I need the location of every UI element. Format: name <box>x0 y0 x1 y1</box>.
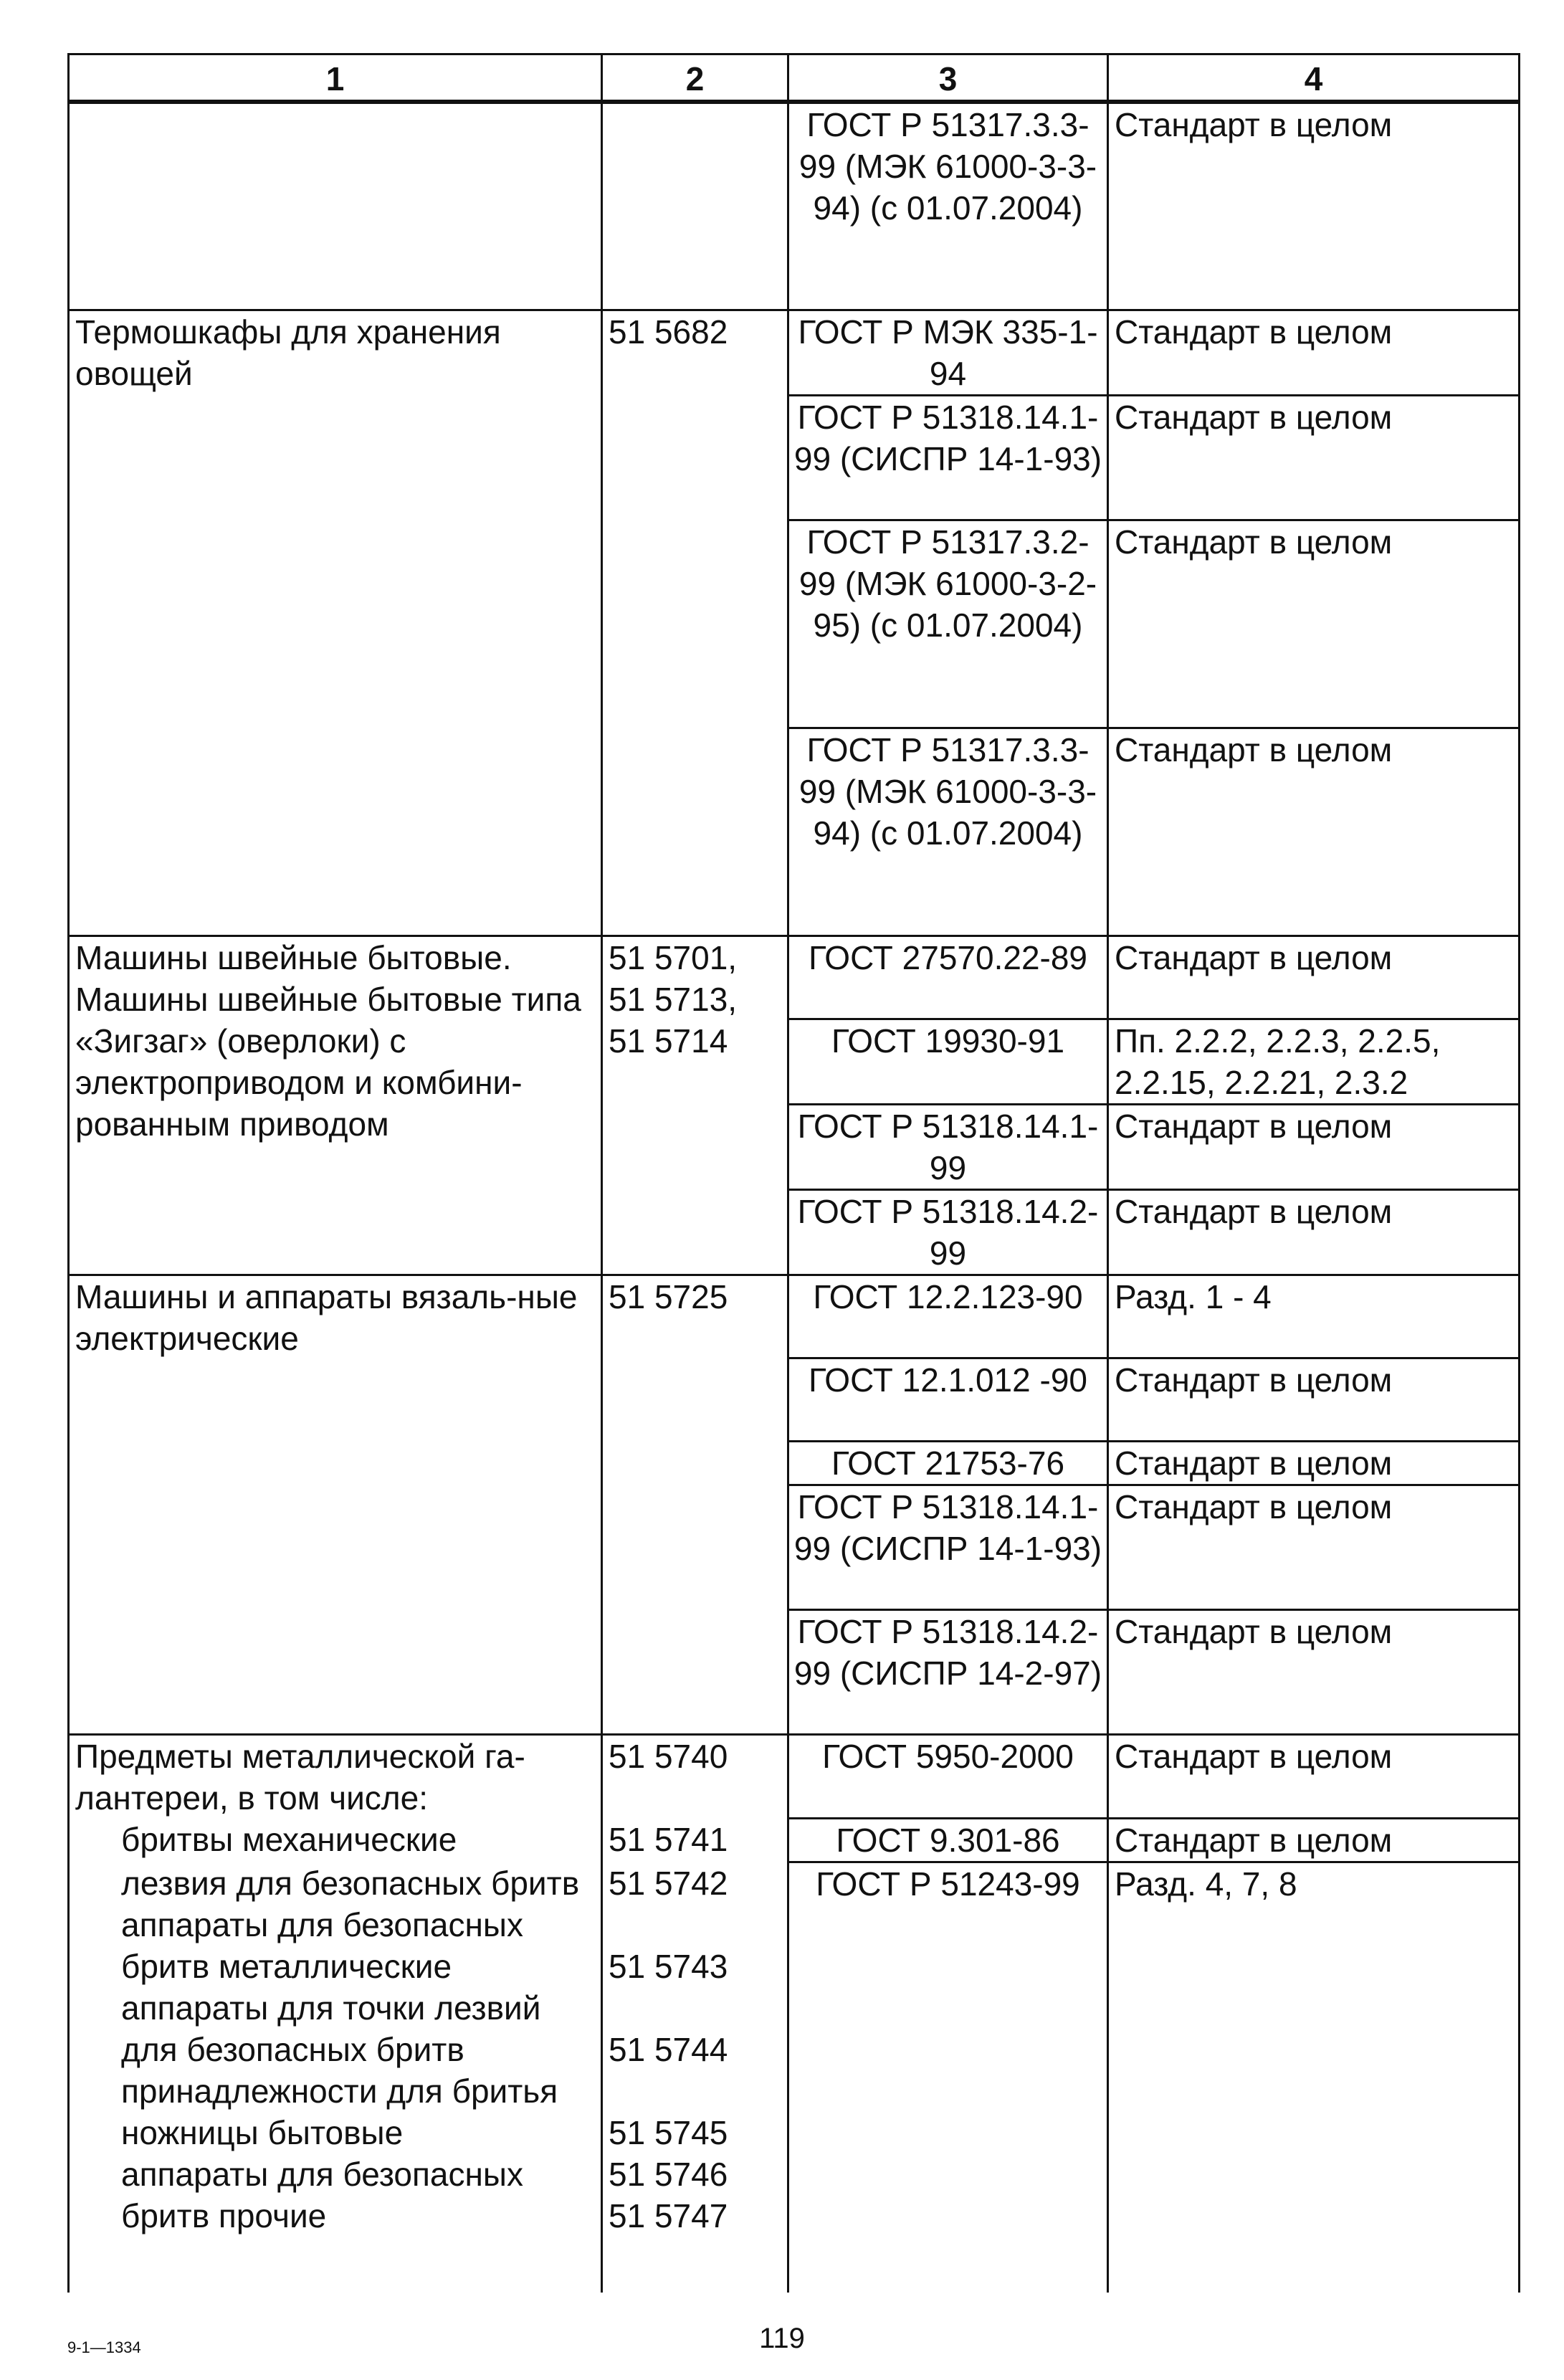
scope-cell: Стандарт в целом <box>1108 102 1520 310</box>
standard-cell: ГОСТ 27570.22-89 <box>788 936 1108 1019</box>
product-name-cell: Машины и аппараты вязаль-ные электрические <box>69 1275 602 1734</box>
scope-cell: Стандарт в целом <box>1108 1189 1520 1275</box>
column-header-2: 2 <box>602 54 788 103</box>
scope-cell: Стандарт в целом <box>1108 310 1520 395</box>
standard-cell: ГОСТ 21753-76 <box>788 1441 1108 1485</box>
scope-cell: Стандарт в целом <box>1108 1358 1520 1441</box>
scope-cell: Стандарт в целом <box>1108 1485 1520 1609</box>
subitem-code: 51 5746 <box>609 2155 728 2193</box>
standard-cell: ГОСТ Р 51243-99 <box>788 1862 1108 2293</box>
table-row <box>69 1862 1520 2293</box>
subitem-code: 51 5744 <box>609 2030 728 2068</box>
subitem-name: лезвия для безопасных бритв <box>121 1864 580 1902</box>
product-name-cell: Предметы металлической га-лантереи, в том числе: <box>69 1734 602 1819</box>
subitem-name: аппараты для безопасных бритв прочие <box>121 2155 523 2234</box>
scope-cell: Пп. 2.2.2, 2.2.3, 2.2.5, 2.2.15, 2.2.21, 2.3.2 <box>1108 1019 1520 1104</box>
standard-cell: ГОСТ Р 51318.14.1-99 (СИСПР 14-1-93) <box>788 1485 1108 1609</box>
scope-cell: Стандарт в целом <box>1108 1734 1520 1819</box>
standard-cell: ГОСТ Р 51317.3.3-99 (МЭК 61000-3-3-94) (с 01.07.2004) <box>788 102 1108 310</box>
standard-cell: ГОСТ Р 51317.3.3-99 (МЭК 61000-3-3-94) (с 01.07.2004) <box>788 728 1108 936</box>
standard-cell: ГОСТ 9.301-86 <box>788 1819 1108 1862</box>
subitem-name: ножницы бытовые <box>121 2113 404 2151</box>
product-code-cell <box>602 1862 788 2293</box>
page-number: 119 <box>759 2323 805 2354</box>
standard-cell: ГОСТ 12.1.012 -90 <box>788 1358 1108 1441</box>
table-row <box>69 1734 1520 1819</box>
scope-cell: Стандарт в целом <box>1108 395 1520 520</box>
product-code-cell <box>602 102 788 310</box>
document-page <box>67 53 1518 2293</box>
product-code-cell: 51 5725 <box>602 1275 788 1734</box>
print-code: 9-1—1334 <box>67 2338 141 2356</box>
scope-cell: Стандарт в целом <box>1108 1609 1520 1734</box>
product-code-cell: 51 5701, 51 5713, 51 5714 <box>602 936 788 1275</box>
header-row <box>69 54 1520 103</box>
table-row <box>69 936 1520 1019</box>
standard-cell: ГОСТ Р МЭК 335-1-94 <box>788 310 1108 395</box>
subitem-name: принадлежности для бритья <box>121 2072 558 2110</box>
subitem-code: 51 5747 <box>609 2196 728 2234</box>
standard-cell: ГОСТ Р 51318.14.2-99 <box>788 1189 1108 1275</box>
product-code-cell: 51 5682 <box>602 310 788 936</box>
table-row <box>69 1819 1520 1862</box>
scope-cell: Стандарт в целом <box>1108 1819 1520 1862</box>
scope-cell: Стандарт в целом <box>1108 520 1520 728</box>
product-name-cell: Термошкафы для хранения овощей <box>69 310 602 936</box>
standard-cell: ГОСТ Р 51318.14.1-99 <box>788 1104 1108 1189</box>
product-code-cell: 51 5740 <box>602 1734 788 1819</box>
column-header-3: 3 <box>788 54 1108 103</box>
standard-cell: ГОСТ 19930-91 <box>788 1019 1108 1104</box>
standard-cell: ГОСТ Р 51318.14.2-99 (СИСПР 14-2-97) <box>788 1609 1108 1734</box>
table-row <box>69 102 1520 310</box>
subitem-code: 51 5742 <box>609 1864 728 1902</box>
standard-cell: ГОСТ 12.2.123-90 <box>788 1275 1108 1358</box>
standard-cell: ГОСТ Р 51317.3.2-99 (МЭК 61000-3-2-95) (с 01.07.2004) <box>788 520 1108 728</box>
scope-cell: Разд. 4, 7, 8 <box>1108 1862 1520 2293</box>
standard-cell: ГОСТ Р 51318.14.1-99 (СИСПР 14-1-93) <box>788 395 1108 520</box>
subitem-code: 51 5743 <box>609 1947 728 1985</box>
standards-table <box>67 53 1520 2293</box>
scope-cell: Разд. 1 - 4 <box>1108 1275 1520 1358</box>
product-name-cell: Машины швейные бытовые. Машины швейные бытовые типа «Зигзаг» (оверлоки) с электроприводом и комбини-рованным приводом <box>69 936 602 1275</box>
product-name-cell: бритвы механические <box>69 1819 602 1862</box>
scope-cell: Стандарт в целом <box>1108 936 1520 1019</box>
product-name-cell <box>69 1862 602 2293</box>
product-code-cell: 51 5741 <box>602 1819 788 1862</box>
scope-cell: Стандарт в целом <box>1108 728 1520 936</box>
scope-cell: Стандарт в целом <box>1108 1104 1520 1189</box>
table-row <box>69 1275 1520 1358</box>
column-header-1: 1 <box>69 54 602 103</box>
table-row <box>69 310 1520 395</box>
scope-cell: Стандарт в целом <box>1108 1441 1520 1485</box>
standard-cell: ГОСТ 5950-2000 <box>788 1734 1108 1819</box>
product-name-cell <box>69 102 602 310</box>
column-header-4: 4 <box>1108 54 1520 103</box>
subitem-code: 51 5745 <box>609 2113 728 2151</box>
subitem-name: аппараты для безопасных бритв металлические <box>121 1905 523 1985</box>
subitem-name: аппараты для точки лезвий для безопасных бритв <box>121 1989 541 2068</box>
